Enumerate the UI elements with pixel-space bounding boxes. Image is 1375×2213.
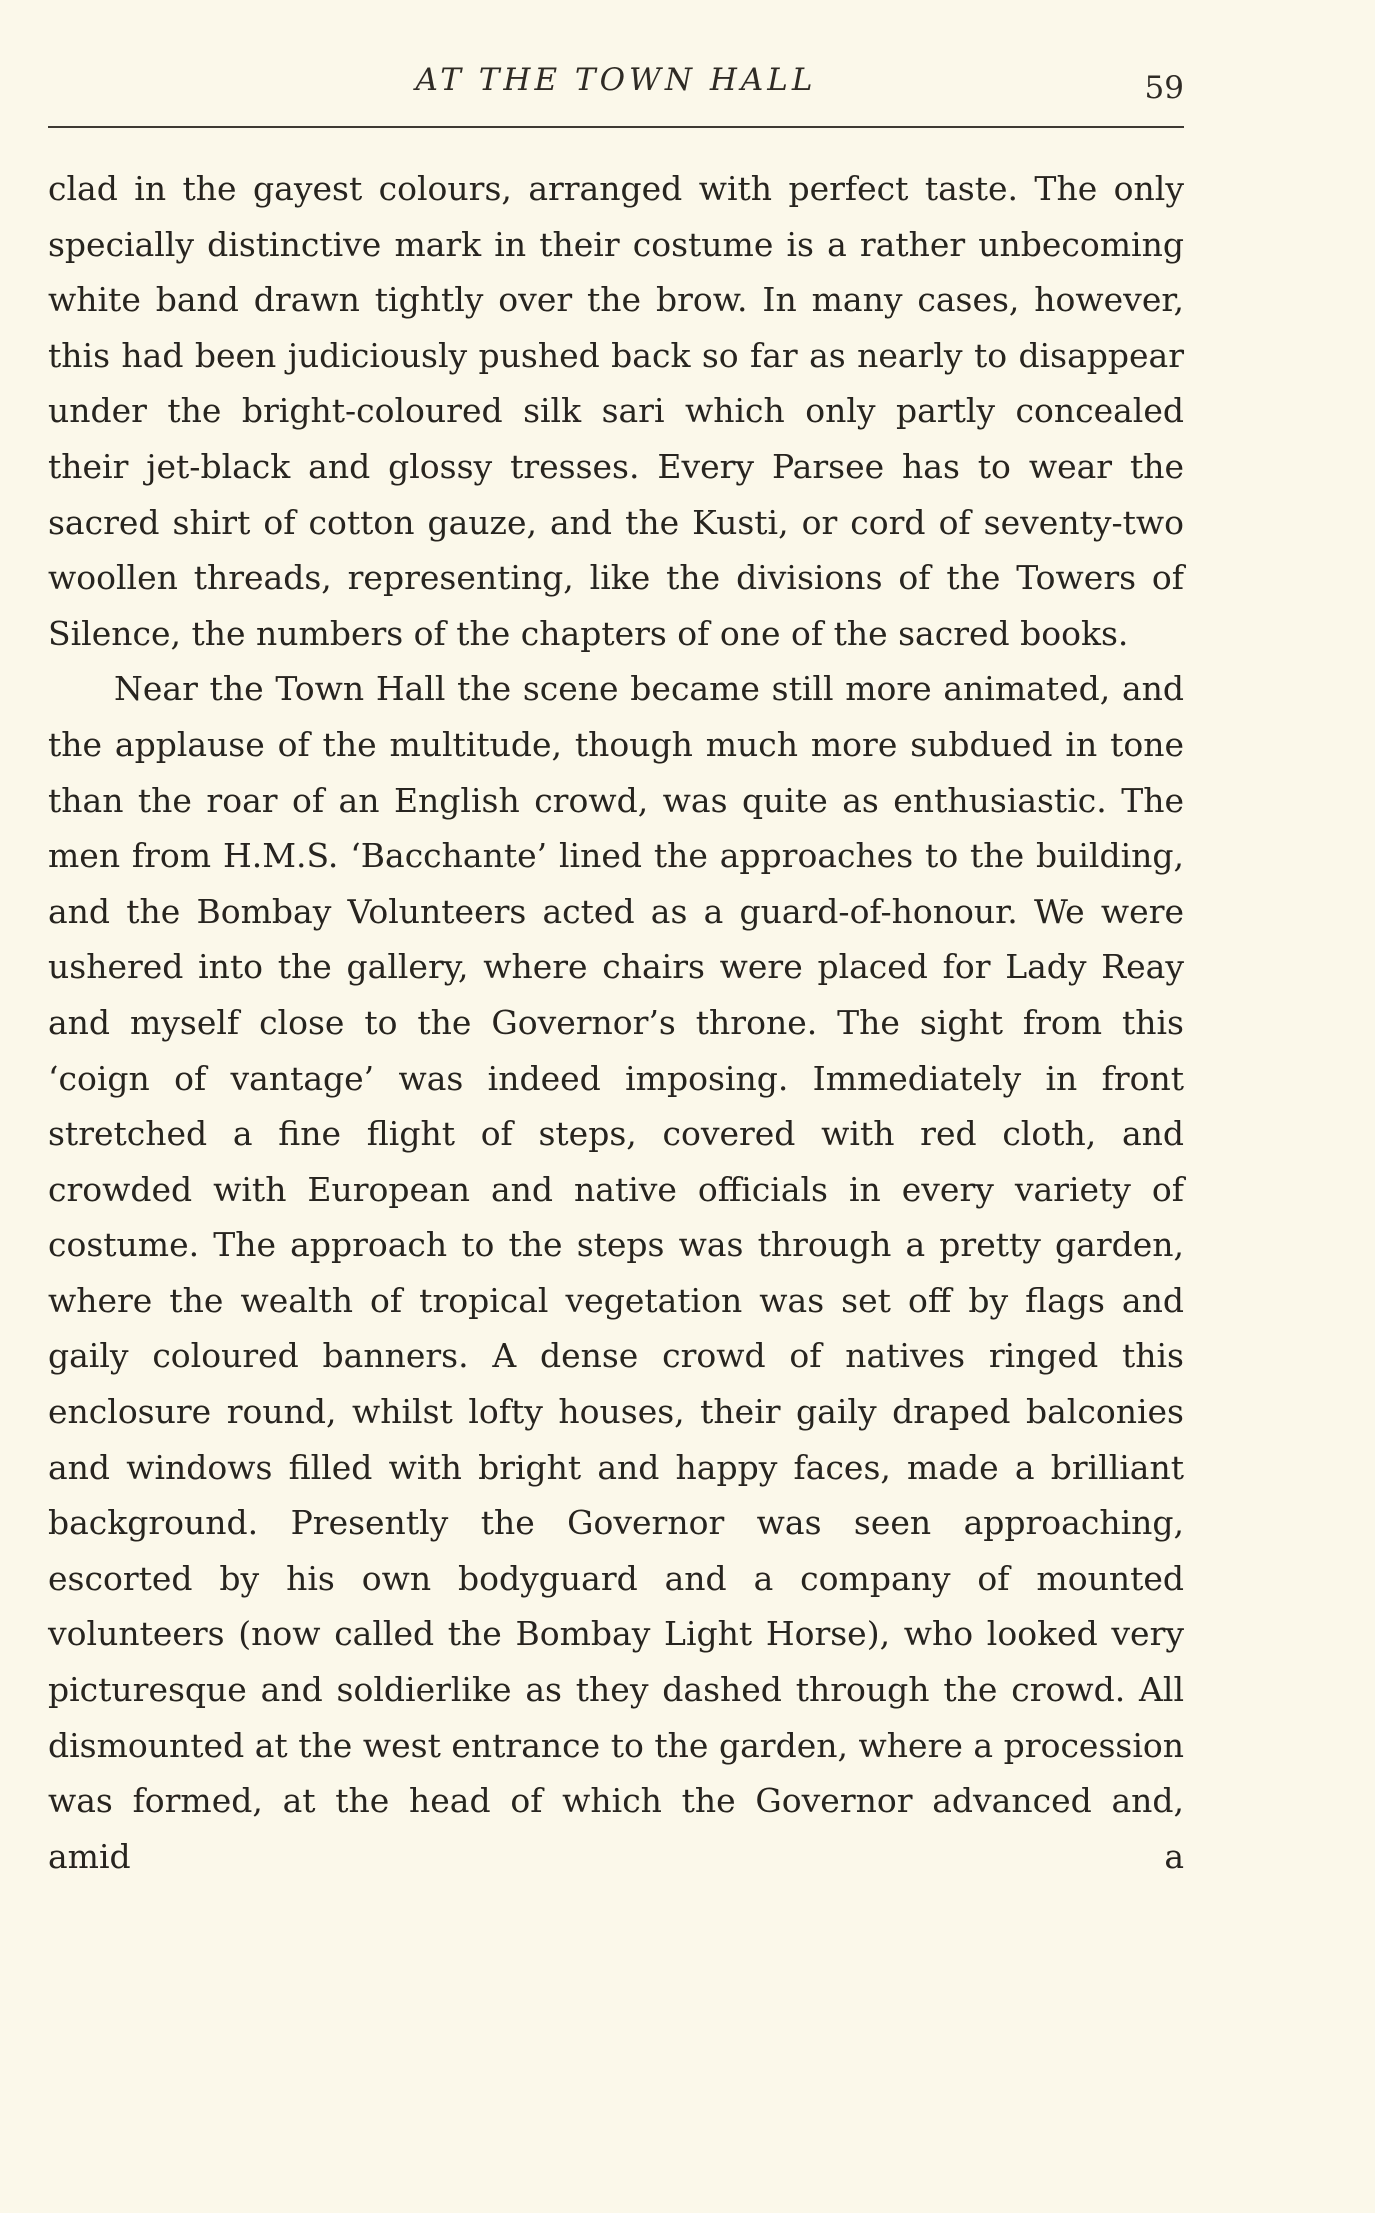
running-head xyxy=(48,58,1184,108)
header-rule xyxy=(48,126,1184,128)
page-number: 59 xyxy=(1144,70,1184,106)
paragraph-town-hall: Near the Town Hall the scene became still more animated, and the applause of the multitude, though much more subdued in tone than the roar of an English crowd, was quite as enthusiastic. The men from H.M.S. ‘Bacchante’ lined the approaches to the building, and the Bombay Volunteers acted as a guard-of-honour. We were ushered into the gallery, where chairs were placed for Lady Reay and myself close to the Governor’s throne. The sight from this ‘coign of vantage’ was indeed imposing. Immediately in front stretched a fine flight of steps, covered with red cloth, and crowded with European and native officials in every variety of costume. The approach to the steps was through a pretty garden, where the wealth of tropical vegetation was set off by flags and gaily coloured banners. A dense crowd of natives ringed this enclosure round, whilst lofty houses, their gaily draped balconies and windows filled with bright and happy faces, made a brilliant background. Presently the Governor was seen approaching, escorted by his own bodyguard and a company of mounted volunteers (now called the Bombay Light Horse), who looked very picturesque and soldierlike as they dashed through the crowd. All dismounted at the west entrance to the garden, where a procession was formed, at the head of which the Governor advanced and, amid a xyxy=(48,669,1184,1876)
running-title: AT THE TOWN HALL xyxy=(415,62,817,98)
body-text xyxy=(48,161,1184,1884)
paragraph-continuation: clad in the gayest colours, arranged with perfect taste. The only specially distinctive mark in their costume is a rather unbecoming white band drawn tightly over the brow. In many cases, however, this had been judiciously pushed back so far as nearly to disappear under the bright-coloured silk sari which only partly concealed their jet-black and glossy tresses. Every Parsee has to wear the sacred shirt of cotton gauze, and the Kusti, or cord of seventy-two woollen threads, representing, like the divisions of the Towers of Silence, the numbers of the chapters of one of the sacred books. xyxy=(48,169,1184,653)
